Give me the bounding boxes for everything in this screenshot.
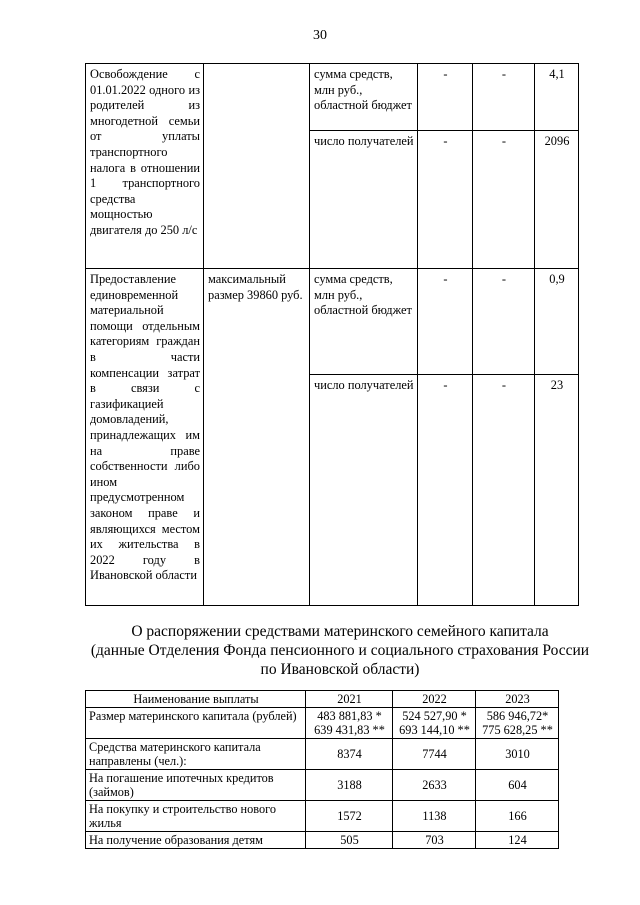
table-header-row xyxy=(86,691,559,708)
value-cell: 124 xyxy=(476,832,559,849)
column-header: Наименование выплаты xyxy=(86,691,306,708)
column-header: 2022 xyxy=(393,691,476,708)
heading-line: по Ивановской области) xyxy=(260,661,420,678)
value-cell: 2096 xyxy=(535,131,579,269)
table-row xyxy=(86,708,559,739)
table-row xyxy=(86,832,559,849)
value-cell: 0,9 xyxy=(535,269,579,375)
value-line: 775 628,25 ** xyxy=(482,723,553,737)
value-line: 483 881,83 * xyxy=(317,709,382,723)
value-cell: 3188 xyxy=(306,770,393,801)
value-cell: - xyxy=(418,375,473,606)
value-cell xyxy=(393,708,476,739)
value-cell: 604 xyxy=(476,770,559,801)
value-cell: 3010 xyxy=(476,739,559,770)
heading-line: (данные Отделения Фонда пенсионного и социального страхования России xyxy=(90,642,590,659)
value-cell: 703 xyxy=(393,832,476,849)
section-heading xyxy=(60,622,620,679)
table-row xyxy=(86,269,579,375)
value-line: 693 144,10 ** xyxy=(399,723,470,737)
value-cell: - xyxy=(418,64,473,131)
measure-cell: Предоставление единовременной материальной помощи отдельным категориям граждан в части компенсации затрат в связи с газификацией домовладений, принадлежащих им на праве собственности либо ином предусмотренном законом праве и являющихся местом их жительства в 2022 году в Ивановской области xyxy=(86,269,204,606)
value-cell: - xyxy=(418,131,473,269)
value-line: 639 431,83 ** xyxy=(314,723,385,737)
value-cell: - xyxy=(473,375,535,606)
heading-line: О распоряжении средствами материнского семейного капитала xyxy=(131,623,549,640)
value-cell: 7744 xyxy=(393,739,476,770)
measure-cell: Освобождение с 01.01.2022 одного из родителей из многодетной семьи от уплаты транспортного налога в отношении 1 транспортного средства мощностью двигателя до 250 л/с xyxy=(86,64,204,269)
indicator-cell: число получателей xyxy=(310,131,418,269)
table-row xyxy=(86,64,579,131)
indicator-cell: сумма средств, млн руб., областной бюджет xyxy=(310,64,418,131)
value-cell: - xyxy=(473,269,535,375)
value-cell: 8374 xyxy=(306,739,393,770)
table-row xyxy=(86,770,559,801)
value-cell: - xyxy=(473,131,535,269)
measures-table xyxy=(85,63,579,606)
value-cell xyxy=(476,708,559,739)
value-cell xyxy=(306,708,393,739)
value-cell: - xyxy=(473,64,535,131)
value-cell: 1572 xyxy=(306,801,393,832)
value-cell: 2633 xyxy=(393,770,476,801)
size-cell xyxy=(204,64,310,269)
row-label: На покупку и строительство нового жилья xyxy=(86,801,306,832)
row-label: Размер материнского капитала (рублей) xyxy=(86,708,306,739)
value-cell: 1138 xyxy=(393,801,476,832)
value-cell: - xyxy=(418,269,473,375)
value-cell: 23 xyxy=(535,375,579,606)
row-label: На погашение ипотечных кредитов (займов) xyxy=(86,770,306,801)
value-cell: 4,1 xyxy=(535,64,579,131)
row-label: Средства материнского капитала направлены (чел.): xyxy=(86,739,306,770)
column-header: 2023 xyxy=(476,691,559,708)
page-number: 30 xyxy=(313,28,327,43)
column-header: 2021 xyxy=(306,691,393,708)
value-line: 586 946,72* xyxy=(486,709,549,723)
maternity-capital-table xyxy=(85,690,559,849)
table-row xyxy=(86,739,559,770)
row-label: На получение образования детям xyxy=(86,832,306,849)
table-row xyxy=(86,801,559,832)
value-line: 524 527,90 * xyxy=(402,709,467,723)
value-cell: 166 xyxy=(476,801,559,832)
indicator-cell: сумма средств, млн руб., областной бюджет xyxy=(310,269,418,375)
indicator-cell: число получателей xyxy=(310,375,418,606)
size-cell: максимальный размер 39860 руб. xyxy=(204,269,310,606)
value-cell: 505 xyxy=(306,832,393,849)
